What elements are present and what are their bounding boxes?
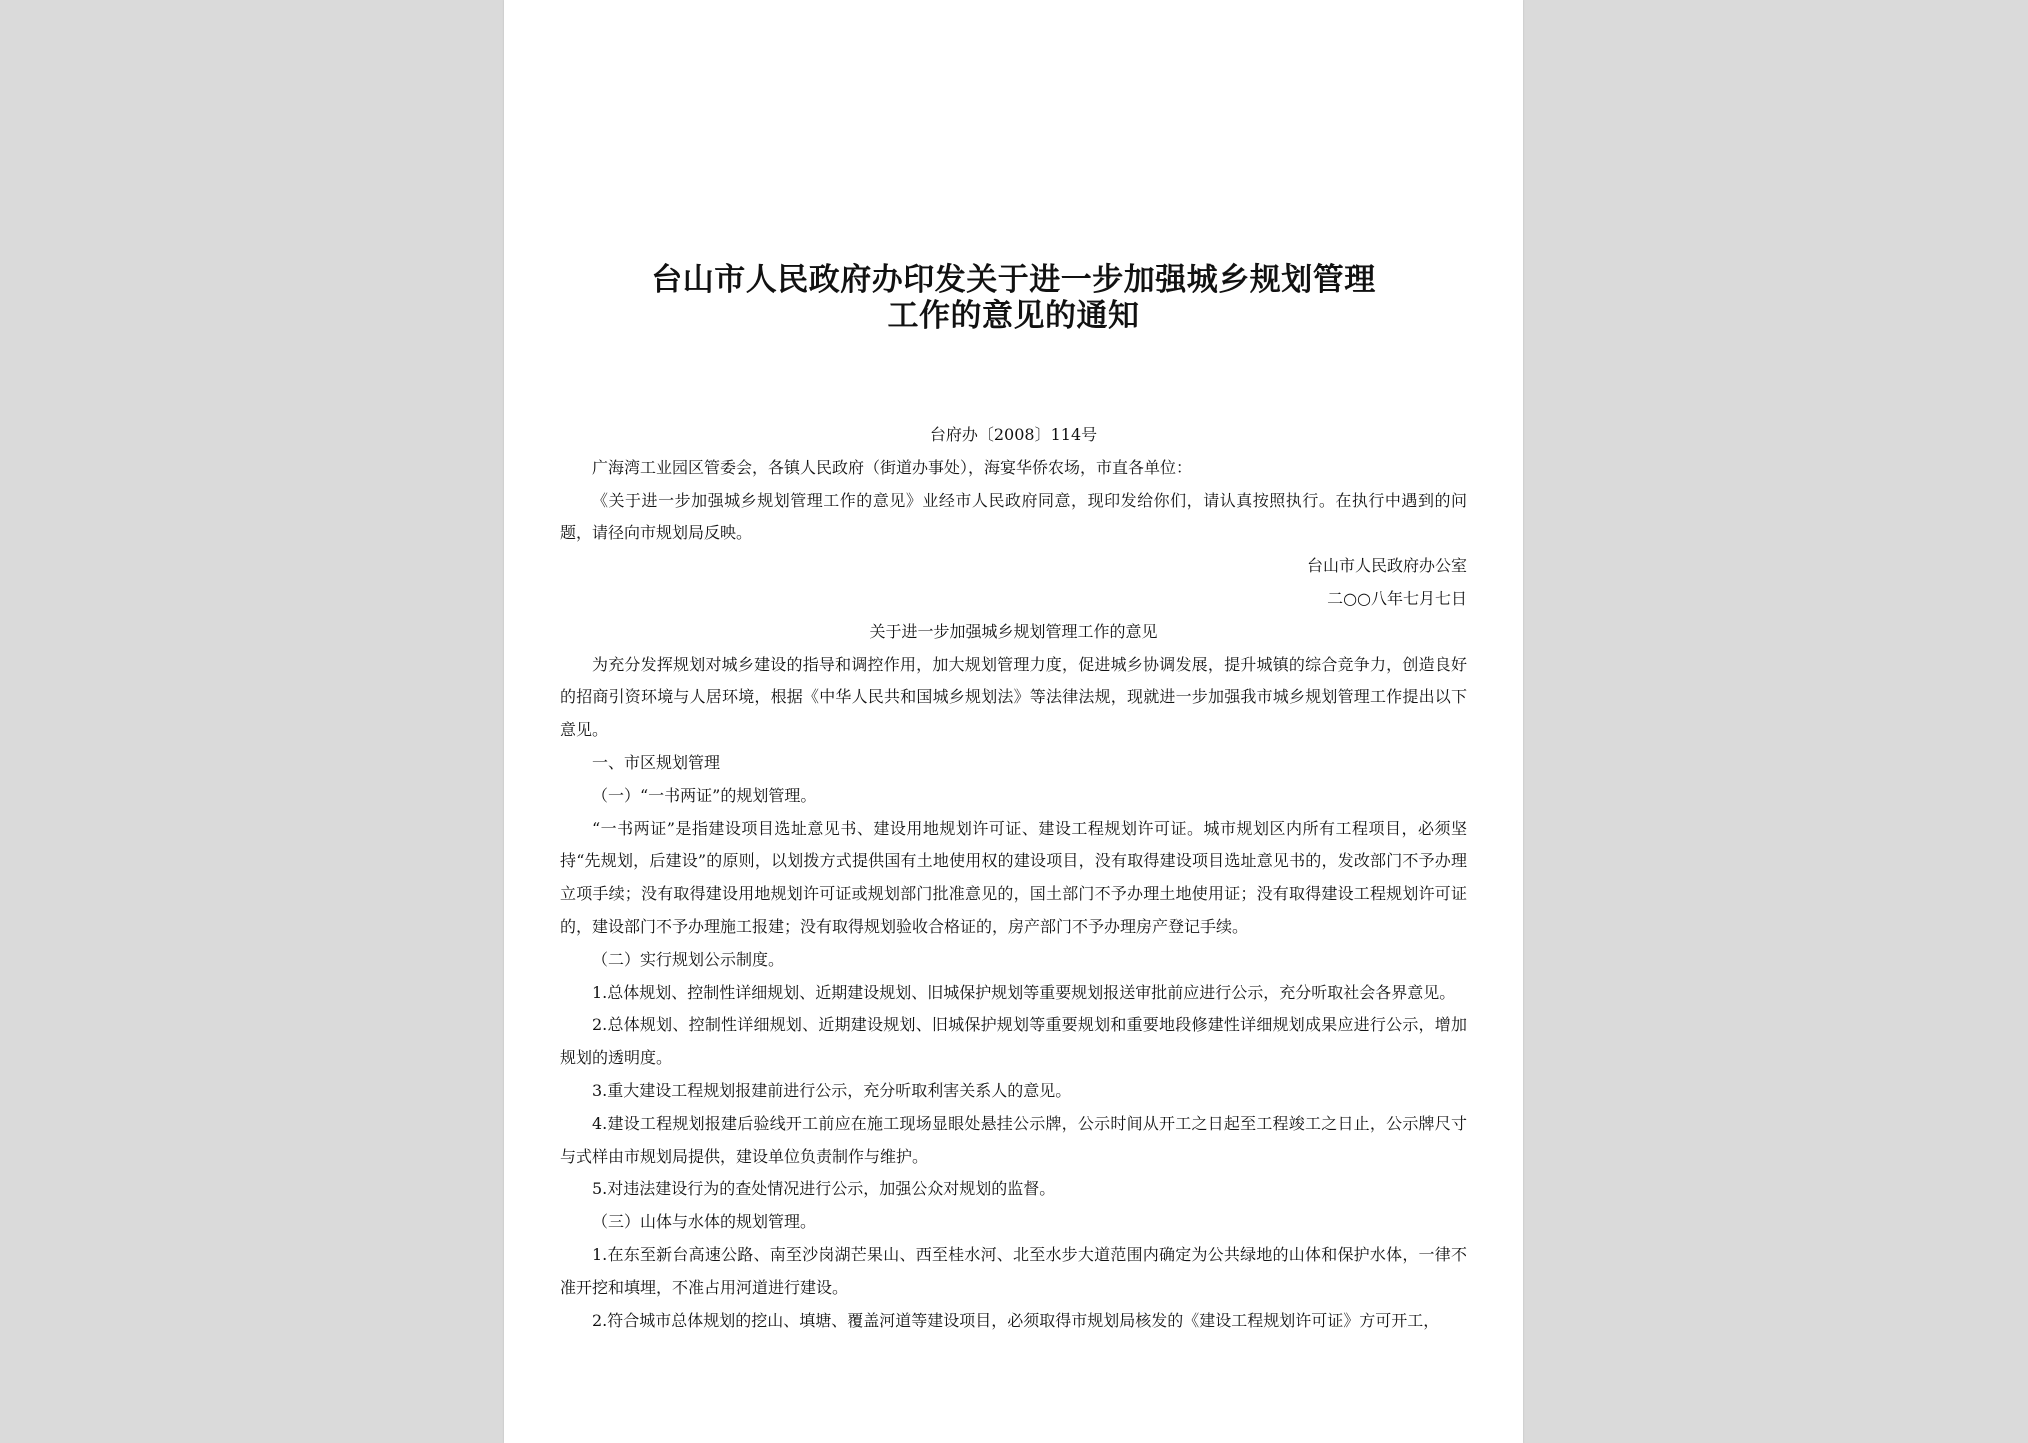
signature-org: 台山市人民政府办公室	[1306, 556, 1467, 576]
addressee: 广海湾工业园区管委会，各镇人民政府（街道办事处），海宴华侨农场，市直各单位：	[592, 457, 1193, 477]
document-body	[560, 419, 1467, 1337]
intro-paragraph: 《关于进一步加强城乡规划管理工作的意见》业经市人民政府同意，现印发给你们，请认真按照执行。在执行中遇到的问题，请径向市规划局反映。	[560, 490, 1467, 543]
list-item: 1.总体规划、控制性详细规划、近期建设规划、旧城保护规划等重要规划报送审批前应进行公示，充分听取社会各界意见。	[592, 982, 1456, 1002]
signature-date: 二○○八年七月七日	[1327, 588, 1467, 608]
list-item: 1.在东至新台高速公路、南至沙岗湖芒果山、西至桂水河、北至水步大道范围内确定为公共绿地的山体和保护水体，一律不准开挖和填埋，不准占用河道进行建设。	[560, 1244, 1467, 1297]
list-item: 3.重大建设工程规划报建前进行公示，充分听取利害关系人的意见。	[592, 1080, 1072, 1100]
section-heading: 一、市区规划管理	[592, 752, 721, 772]
document-title-line-1: 台山市人民政府办印发关于进一步加强城乡规划管理	[651, 262, 1376, 298]
subsection-heading: （一）“一书两证”的规划管理。	[592, 785, 817, 805]
document-title-line-2: 工作的意见的通知	[887, 298, 1140, 334]
document-number: 台府办〔2008〕114号	[929, 425, 1098, 444]
paragraph: 为充分发挥规划对城乡建设的指导和调控作用，加大规划管理力度，促进城乡协调发展，提升城镇的综合竞争力，创造良好的招商引资环境与人居环境，根据《中华人民共和国城乡规划法》等法律法规，现就进一步加强我市城乡规划管理工作提出以下意见。	[560, 654, 1467, 740]
list-item: 2.符合城市总体规划的挖山、填塘、覆盖河道等建设项目，必须取得市规划局核发的《建设工程规划许可证》方可开工，	[592, 1310, 1440, 1330]
document-title	[560, 262, 1467, 334]
subsection-heading: （三）山体与水体的规划管理。	[592, 1212, 817, 1232]
list-item: 4.建设工程规划报建后验线开工前应在施工现场显眼处悬挂公示牌，公示时间从开工之日起至工程竣工之日止，公示牌尺寸与式样由市规划局提供，建设单位负责制作与维护。	[560, 1113, 1467, 1166]
document-page	[504, 0, 1523, 1443]
subsection-heading: （二）实行规划公示制度。	[592, 949, 785, 969]
list-item: 2.总体规划、控制性详细规划、近期建设规划、旧城保护规划等重要规划和重要地段修建性详细规划成果应进行公示，增加规划的透明度。	[560, 1015, 1467, 1068]
list-item: 5.对违法建设行为的查处情况进行公示，加强公众对规划的监督。	[592, 1179, 1056, 1199]
opinion-title: 关于进一步加强城乡规划管理工作的意见	[869, 621, 1158, 641]
paragraph: “一书两证”是指建设项目选址意见书、建设用地规划许可证、建设工程规划许可证。城市规划区内所有工程项目，必须坚持“先规划，后建设”的原则，以划拨方式提供国有土地使用权的建设项目，没有取得建设项目选址意见书的，发改部门不予办理立项手续；没有取得建设用地规划许可证或规划部门批准意见的，国土部门不予办理土地使用证；没有取得建设工程规划许可证的，建设部门不予办理施工报建；没有取得规划验收合格证的，房产部门不予办理房产登记手续。	[560, 818, 1467, 936]
